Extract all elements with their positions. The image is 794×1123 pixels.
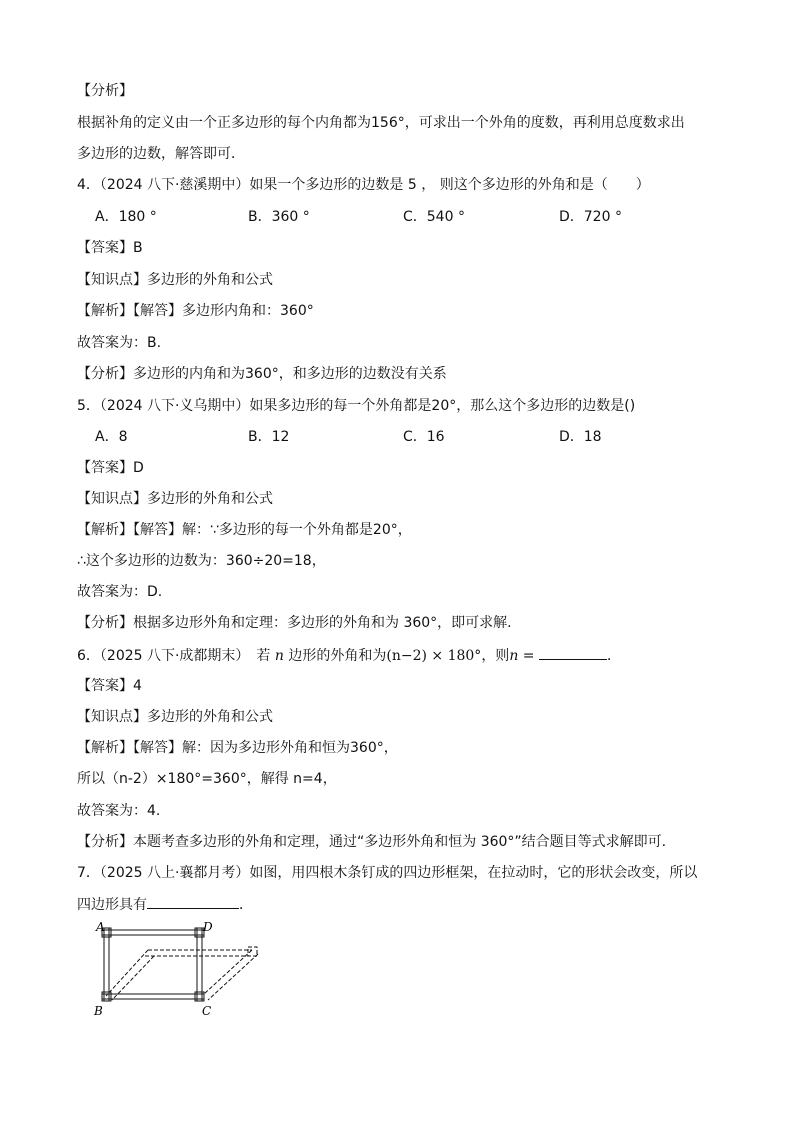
q6-stem-b: 边形的外角和为	[283, 648, 387, 664]
q6-var-n: n	[274, 648, 284, 664]
q5-option-c: C．16	[403, 429, 445, 445]
nail-b	[102, 992, 111, 1001]
q5-final: 故答案为：D.	[77, 584, 163, 600]
frame-left-strip	[104, 928, 109, 1001]
q4-stem: 4．（2024 八下·慈溪期中）如果一个多边形的边数是 5 ， 则这个多边形的外角和是（ ）	[77, 177, 650, 193]
label-d: D	[203, 920, 213, 934]
q6-stem-c: ，则	[481, 648, 510, 664]
frame-top-strip	[102, 930, 204, 935]
q4-option-b: B．360 °	[248, 209, 310, 225]
q6-knowledge: 【知识点】多边形的外角和公式	[77, 709, 273, 725]
q4-analysis: 【分析】多边形的内角和为360°，和多边形的边数没有关系	[77, 366, 447, 382]
dashed-parallelogram-right	[204, 950, 258, 1000]
q4-answer: 【答案】B	[77, 240, 143, 256]
q5-option-b: B．12	[248, 429, 290, 445]
q5-step: ∴这个多边形的边数为：360÷20=18，	[77, 553, 326, 569]
analysis-tag: 【分析】	[77, 83, 133, 99]
q5-answer: 【答案】D	[77, 460, 144, 476]
q6-solution: 【解析】【解答】解：因为多边形外角和恒为360°，	[77, 740, 398, 756]
q6-final: 故答案为：4.	[77, 803, 161, 819]
q4-final: 故答案为：B.	[77, 335, 162, 351]
q7-answer-blank[interactable]	[147, 894, 239, 909]
frame-bottom-strip	[102, 994, 204, 999]
q7-stem-l2: 四边形具有	[77, 897, 147, 913]
q5-option-d: D．18	[559, 429, 602, 445]
q5-option-a: A．8	[95, 429, 128, 445]
label-a: A	[96, 920, 105, 934]
q4-solution: 【解析】【解答】多边形内角和：360°	[77, 303, 314, 319]
q5-solution: 【解析】【解答】解：∵多边形的每一个外角都是20°，	[77, 522, 412, 538]
label-b: B	[94, 1004, 103, 1018]
q5-stem: 5．（2024 八下·义乌期中）如果多边形的每一个外角都是20°，那么这个多边形的边数是()	[77, 398, 636, 414]
q6-answer: 【答案】4	[77, 678, 142, 694]
q4-option-d: D．720 °	[559, 209, 622, 225]
analysis-line-1: 根据补角的定义由一个正多边形的每个内角都为156°，可求出一个外角的度数，再利用总度数求出	[77, 115, 685, 131]
nail-c	[195, 992, 204, 1001]
q6-stem	[77, 645, 621, 666]
q5-analysis: 【分析】根据多边形外角和定理：多边形的外角和为 360°，即可求解.	[77, 615, 512, 631]
q6-answer-blank[interactable]	[539, 645, 607, 660]
q7-stem-end: ．	[239, 897, 253, 913]
q7-stem-line-1: 7．（2025 八上·襄都月考）如图，用四根木条钉成的四边形框架，在拉动时，它的形状会改变，所以	[77, 865, 698, 881]
dashed-nail-top-right	[248, 947, 257, 956]
q6-formula: (n−2) × 180°	[386, 648, 482, 664]
q4-option-c: C．540 °	[403, 209, 465, 225]
dashed-parallelogram-left	[106, 950, 154, 1000]
quadrilateral-frame-figure	[90, 916, 270, 1021]
q6-formula-n: n =	[509, 648, 535, 664]
q6-analysis: 【分析】本题考查多边形的外角和定理，通过“多边形外角和恒为 360°”结合题目等式求解即可.	[77, 834, 667, 850]
dashed-parallelogram-top	[145, 950, 252, 956]
q6-stem-a: 6．（2025 八下·成都期末） 若	[77, 648, 275, 664]
q6-step: 所以（n-2）×180°=360°，解得 n=4，	[77, 771, 337, 787]
label-c: C	[202, 1004, 212, 1018]
q7-stem-line-2	[77, 894, 253, 915]
analysis-line-2: 多边形的边数，解答即可．	[77, 146, 245, 162]
q6-stem-end: ．	[606, 648, 621, 664]
q4-knowledge: 【知识点】多边形的外角和公式	[77, 272, 273, 288]
q4-option-a: A．180 °	[95, 209, 157, 225]
q5-knowledge: 【知识点】多边形的外角和公式	[77, 491, 273, 507]
frame-right-strip	[197, 928, 202, 1001]
